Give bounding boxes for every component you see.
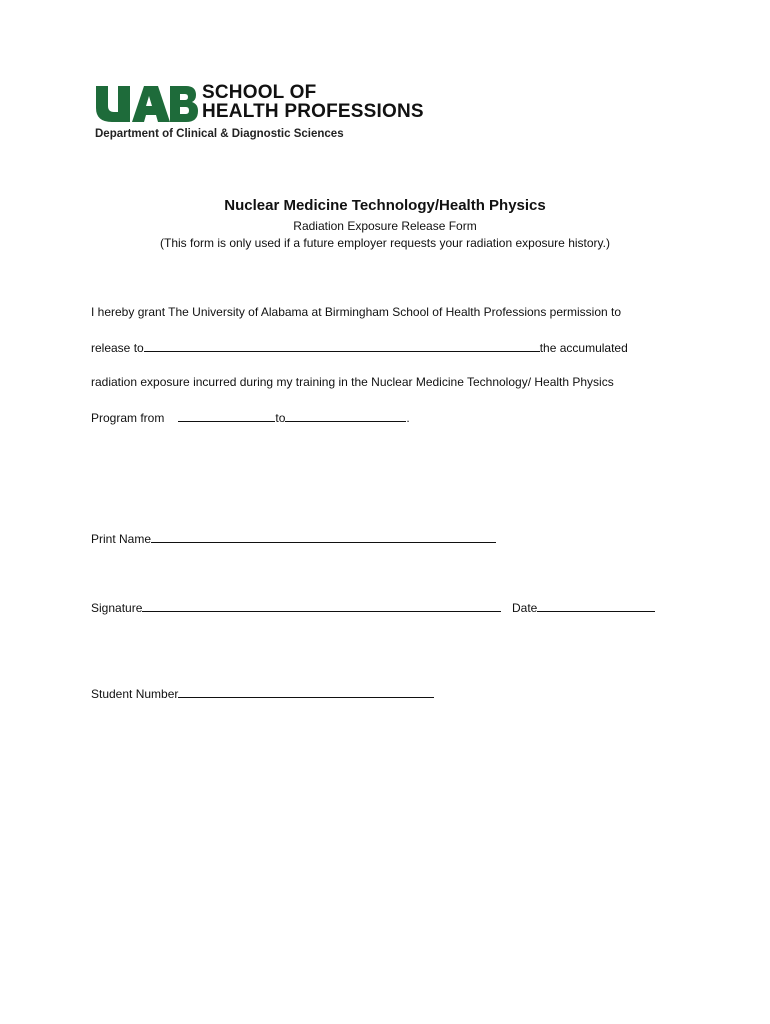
program-from-label: Program from (91, 411, 165, 425)
exposure-text: radiation exposure incurred during my training in the Nuclear Medicine Technology/ Health Physics (91, 375, 614, 389)
release-to-label: release to (91, 341, 144, 355)
date-label: Date (512, 601, 538, 615)
program-from-blank[interactable] (178, 410, 275, 422)
print-name-blank[interactable] (151, 531, 496, 543)
form-note: (This form is only used if a future employer requests your radiation exposure history.) (160, 236, 610, 250)
body-line-1 (91, 305, 621, 319)
form-title: Nuclear Medicine Technology/Health Physics (224, 197, 546, 214)
signature-blank[interactable] (142, 600, 501, 612)
logo-health-professions: HEALTH PROFESSIONS (202, 101, 424, 122)
body-line-2 (91, 340, 628, 355)
uab-logo-mark (94, 83, 198, 123)
signature-row (91, 600, 501, 615)
print-name-row (91, 531, 496, 546)
release-to-blank[interactable] (144, 340, 540, 352)
logo-school-of: SCHOOL OF (202, 82, 317, 103)
uab-logo (94, 83, 434, 143)
body-line-3 (91, 375, 614, 389)
program-period: . (406, 411, 410, 425)
student-number-row (91, 686, 434, 701)
grant-text: I hereby grant The University of Alabama at Birmingham School of Health Professions permission to (91, 305, 622, 319)
accumulated-text: the accumulated (539, 341, 628, 355)
date-blank[interactable] (537, 600, 655, 612)
student-number-label: Student Number (91, 687, 179, 701)
student-number-blank[interactable] (178, 686, 434, 698)
print-name-label: Print Name (91, 532, 152, 546)
program-to-blank[interactable] (285, 410, 406, 422)
form-subtitle: Radiation Exposure Release Form (293, 219, 477, 233)
signature-label: Signature (91, 601, 143, 615)
date-row (512, 600, 655, 615)
logo-department: Department of Clinical & Diagnostic Sciences (95, 128, 344, 140)
program-to-label: to (275, 411, 286, 425)
body-line-4 (91, 410, 410, 425)
